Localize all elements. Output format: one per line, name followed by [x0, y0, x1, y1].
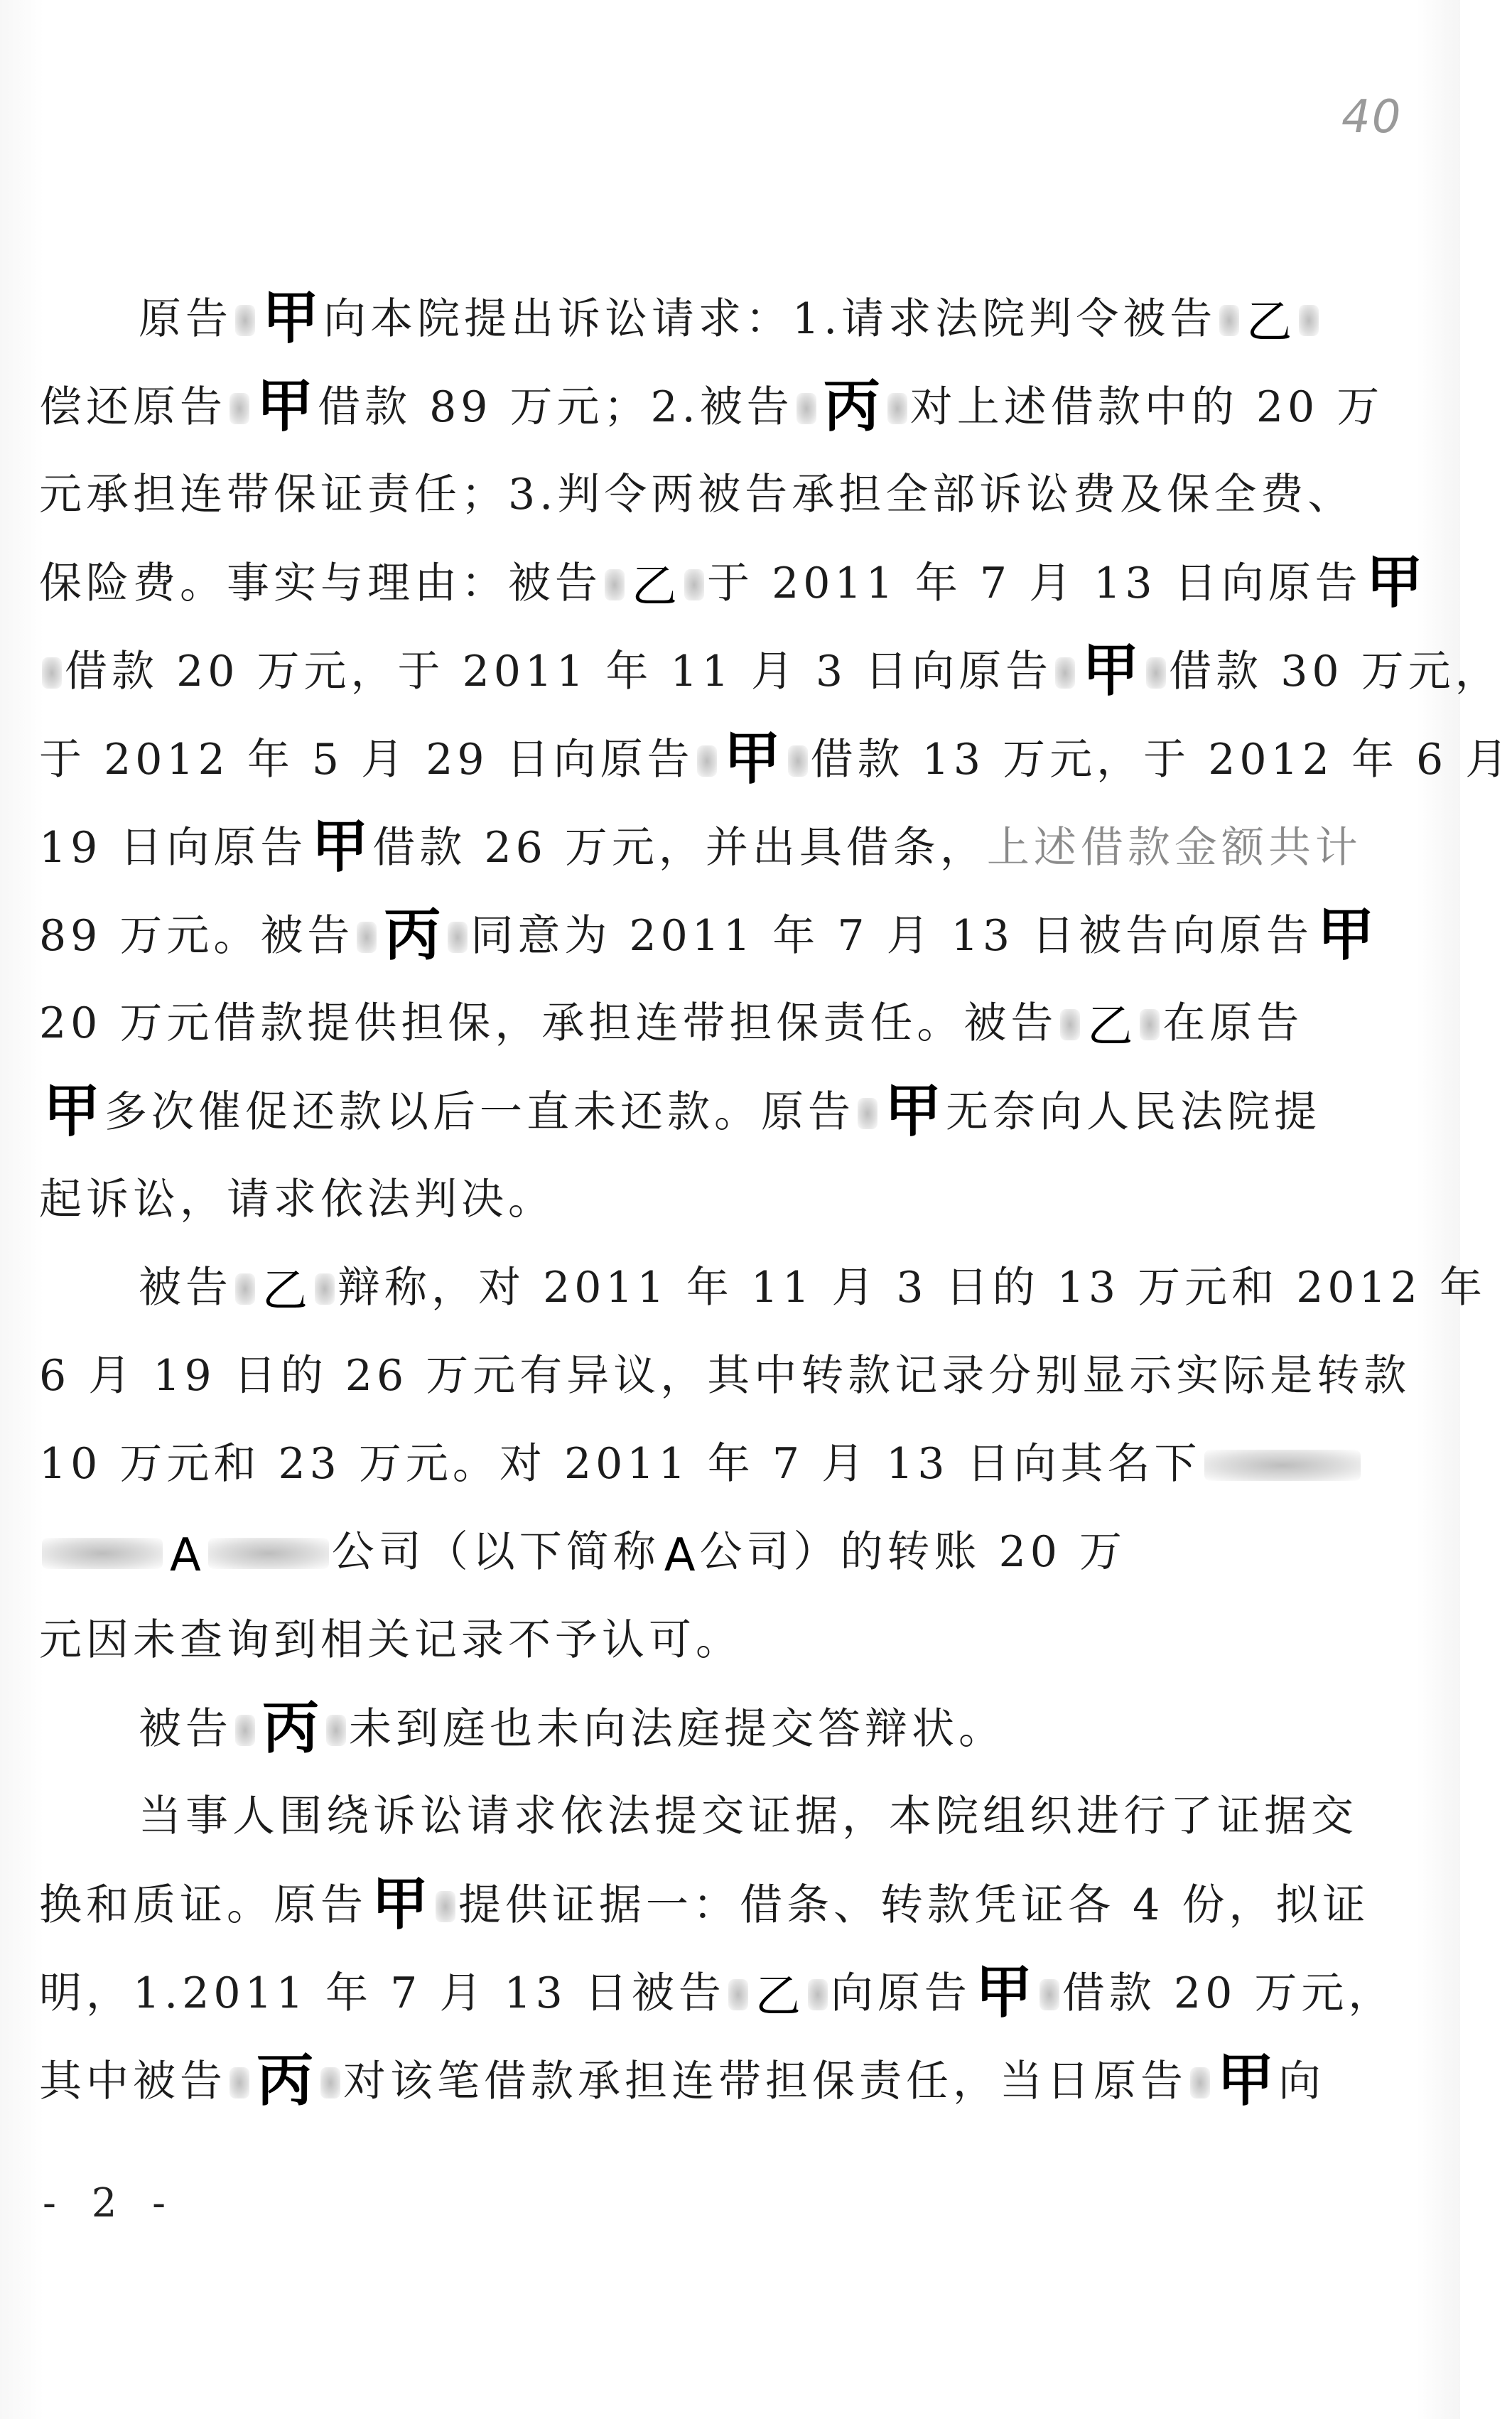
line-text: 原告 — [139, 294, 232, 344]
line-text: 上述借款金额共计 — [986, 823, 1362, 873]
line-text: 换和质证。原告 — [39, 1880, 367, 1930]
line-text: 提供证据一：借条、转款凭证各 4 份，拟证 — [458, 1880, 1370, 1930]
line-text: 借款 89 万元；2.被告 — [318, 382, 794, 432]
line-text: 未到庭也未向法庭提交答辩状。 — [349, 1704, 1005, 1754]
party-placeholder: 乙 — [632, 561, 677, 613]
line-text: 借款 26 万元，并出具借条， — [372, 823, 987, 873]
party-placeholder: 甲 — [1317, 902, 1375, 968]
redaction-blur — [357, 922, 377, 953]
party-placeholder: 甲 — [723, 726, 781, 792]
line-text: 向本院提出诉讼请求：1.请求法院判令被告 — [323, 294, 1217, 344]
company-placeholder: A — [170, 1529, 201, 1582]
party-placeholder: 甲 — [262, 285, 319, 351]
text-line — [39, 627, 1502, 715]
redaction-blur — [605, 569, 625, 600]
line-text: 19 日向原告 — [39, 823, 308, 873]
text-line — [39, 451, 1355, 539]
redaction-blur — [887, 393, 907, 424]
party-placeholder: 甲 — [975, 1959, 1032, 2025]
line-text: 6 月 19 日的 26 万元有异议，其中转款记录分别显示实际是转款 — [39, 1351, 1411, 1401]
party-placeholder: 甲 — [372, 1871, 428, 1937]
text-line — [39, 1860, 1370, 1949]
text-line — [39, 1772, 1358, 1860]
redaction-blur — [1055, 657, 1075, 689]
line-text: 借款 20 万元，于 2011 年 11 月 3 日向原告 — [65, 647, 1053, 696]
line-text: 在原告 — [1162, 998, 1304, 1048]
redaction-blur — [1040, 1979, 1059, 2010]
party-placeholder: 甲 — [1217, 2047, 1274, 2113]
redaction-blur — [1219, 305, 1239, 336]
line-text: 辩称，对 2011 年 11 月 3 日的 13 万元和 2012 年 — [338, 1263, 1486, 1313]
text-line — [39, 539, 1423, 627]
redaction-blur — [1146, 657, 1166, 689]
redaction-blur — [320, 2067, 340, 2099]
line-text: 对上述借款中的 20 万 — [909, 382, 1384, 432]
redaction-blur — [697, 745, 717, 777]
text-line — [39, 362, 1384, 451]
line-text: 89 万元。被告 — [39, 911, 355, 961]
redaction-blur — [230, 393, 249, 424]
redaction-blur — [1299, 305, 1319, 336]
redaction-blur — [728, 1979, 748, 2010]
party-placeholder: 甲 — [1366, 549, 1423, 615]
redaction-blur — [235, 305, 255, 336]
redaction-blur — [208, 1538, 329, 1569]
text-line — [39, 274, 1290, 362]
redaction-blur — [858, 1098, 878, 1129]
redaction-blur — [1204, 1450, 1361, 1481]
handwritten-page-mark: 40 — [1341, 91, 1403, 144]
text-line — [39, 715, 1512, 803]
line-text: 保险费。事实与理由：被告 — [39, 559, 602, 608]
redaction-blur — [235, 1273, 255, 1305]
text-line — [39, 1244, 1486, 1332]
text-line — [39, 891, 1375, 979]
line-text: 偿还原告 — [39, 382, 227, 432]
party-placeholder: 乙 — [755, 1971, 801, 2023]
line-text: 多次催促还款以后一直未还款。原告 — [104, 1087, 855, 1137]
line-text: 对该笔借款承担连带担保责任，当日原告 — [343, 2057, 1187, 2106]
text-line — [39, 1332, 1411, 1420]
page-number: - 2 - — [43, 2180, 178, 2226]
text-line — [39, 2037, 1325, 2125]
line-text: 借款 13 万元，于 2012 年 6 月 — [810, 735, 1512, 785]
text-line — [39, 1067, 1321, 1155]
redaction-blur — [1140, 1009, 1160, 1040]
line-text: 20 万元借款提供担保，承担连带担保责任。被告 — [39, 998, 1058, 1048]
line-text: 无奈向人民法院提 — [946, 1087, 1321, 1137]
text-line — [39, 1420, 1290, 1508]
redaction-blur — [230, 2067, 249, 2099]
line-text: 公司）的转账 20 万 — [699, 1527, 1127, 1577]
party-placeholder: 丙 — [823, 373, 880, 439]
line-text: 元承担连带保证责任；3.判令两被告承担全部诉讼费及保全费、 — [39, 470, 1355, 519]
text-line — [39, 979, 1304, 1067]
party-placeholder: 甲 — [43, 1078, 100, 1144]
line-text: 被告 — [139, 1704, 232, 1754]
line-text: 其中被告 — [39, 2057, 227, 2106]
line-text: 向原告 — [830, 1968, 971, 2018]
redaction-blur — [684, 569, 704, 600]
party-placeholder: 丙 — [384, 902, 441, 968]
line-text: 明，1.2011 年 7 月 13 日被告 — [39, 1968, 725, 2018]
redaction-blur — [448, 922, 468, 953]
party-placeholder: 乙 — [262, 1265, 308, 1318]
line-text: 起诉讼，请求依法判决。 — [39, 1175, 555, 1224]
text-line — [39, 1596, 1290, 1684]
text-line — [39, 1684, 1290, 1772]
redaction-blur — [1190, 2067, 1210, 2099]
text-line — [39, 803, 1362, 891]
line-text: 向 — [1278, 2057, 1325, 2106]
redaction-blur — [1060, 1009, 1080, 1040]
party-placeholder: 丙 — [262, 1695, 319, 1761]
redaction-blur — [235, 1715, 255, 1746]
redaction-blur — [326, 1715, 346, 1746]
line-text: 10 万元和 23 万元。对 2011 年 7 月 13 日向其名下 — [39, 1439, 1202, 1489]
redaction-blur — [42, 1538, 163, 1569]
line-text: 于 2011 年 7 月 13 日向原告 — [707, 559, 1362, 608]
party-placeholder: 乙 — [1087, 1001, 1133, 1053]
redaction-blur — [42, 657, 62, 689]
company-placeholder: A — [664, 1529, 696, 1582]
line-text: 当事人围绕诉讼请求依法提交证据，本院组织进行了证据交 — [139, 1792, 1358, 1841]
party-placeholder: 乙 — [1246, 296, 1292, 349]
redaction-blur — [315, 1273, 335, 1305]
party-placeholder: 丙 — [256, 2047, 313, 2113]
line-text: 于 2012 年 5 月 29 日向原告 — [39, 735, 694, 785]
text-line — [39, 1508, 1290, 1596]
redaction-blur — [436, 1891, 455, 1922]
party-placeholder: 甲 — [1082, 637, 1140, 704]
line-text: 借款 20 万元， — [1062, 1968, 1395, 2018]
text-line — [39, 1949, 1395, 2037]
line-text: 元因未查询到相关记录不予认可。 — [39, 1615, 742, 1665]
line-text: 借款 30 万元， — [1169, 647, 1502, 696]
line-text: 公司（以下简称 — [331, 1527, 660, 1577]
redaction-blur — [788, 745, 808, 777]
line-text: 同意为 2011 年 7 月 13 日被告向原告 — [470, 911, 1314, 961]
text-line — [39, 1155, 1290, 1244]
party-placeholder: 甲 — [311, 814, 369, 880]
redaction-blur — [796, 393, 816, 424]
party-placeholder: 甲 — [256, 373, 313, 439]
line-text: 被告 — [139, 1263, 232, 1313]
redaction-blur — [808, 1979, 828, 2010]
party-placeholder: 甲 — [885, 1078, 941, 1144]
